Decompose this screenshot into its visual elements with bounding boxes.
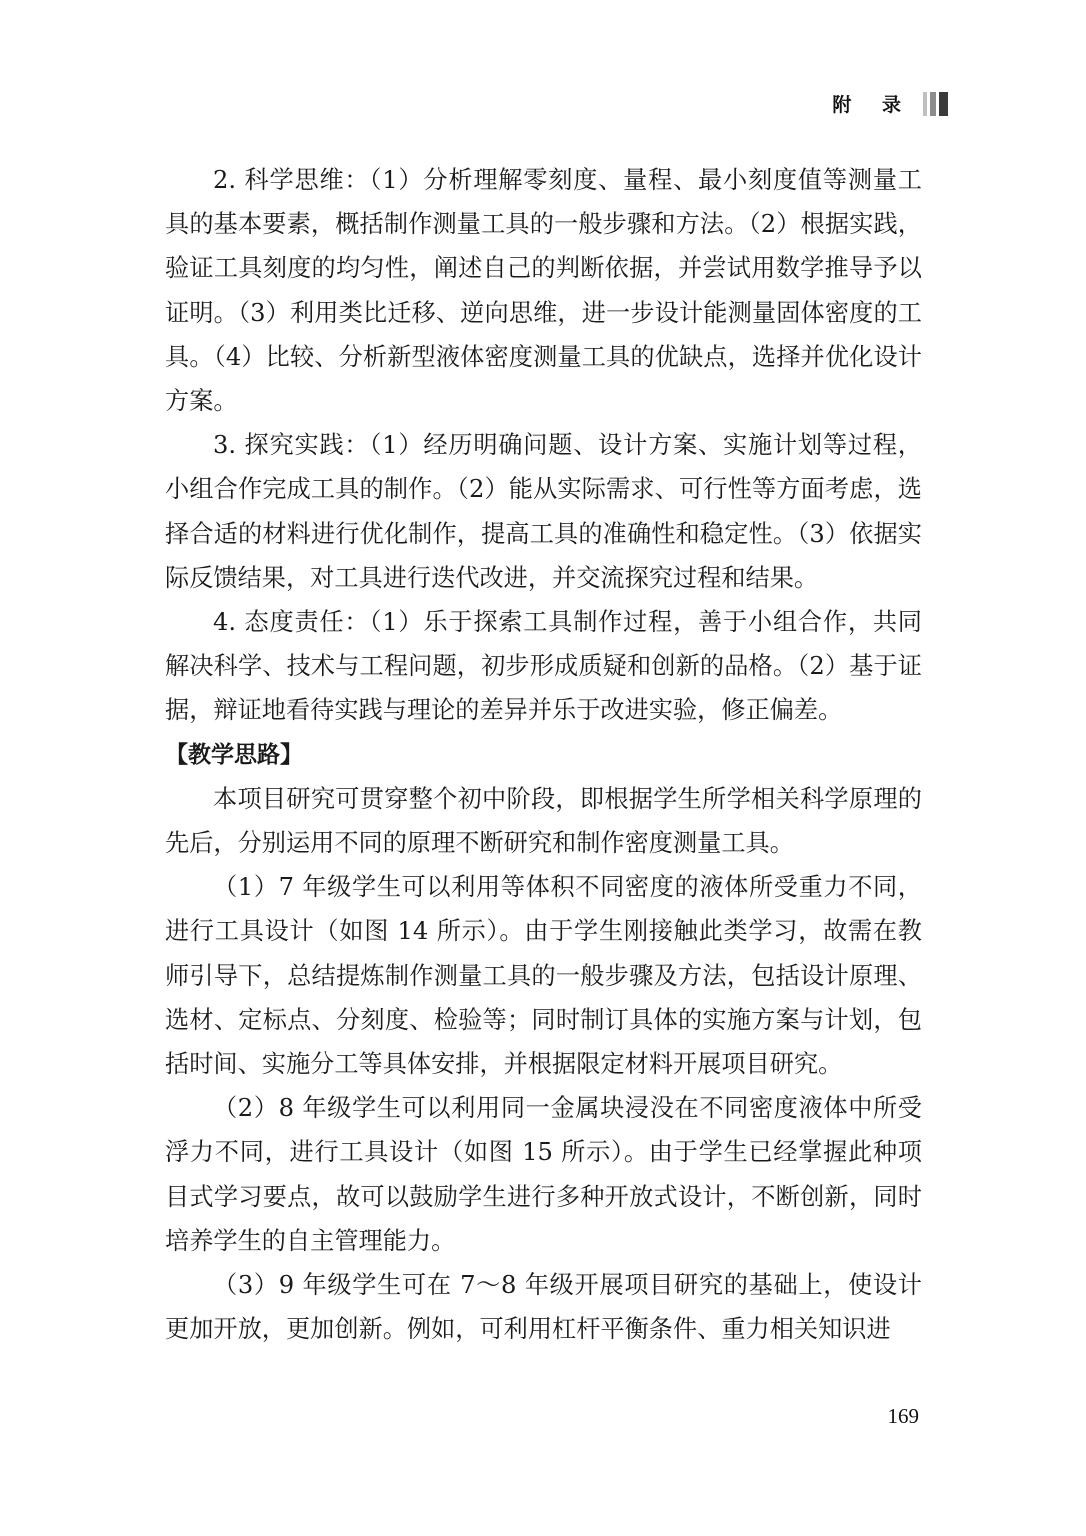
paragraph-attitude-responsibility: 4. 态度责任：（1）乐于探索工具制作过程，善于小组合作，共同解决科学、技术与工程问题，初步形成质疑和创新的品格。（2）基于证据，辩证地看待实践与理论的差异并乐于改进实验，修正偏差。	[165, 608, 922, 725]
header-bars-ornament	[923, 92, 948, 116]
header-bar-dark	[939, 92, 948, 116]
section-heading-teaching-approach: 【教学思路】	[165, 741, 303, 768]
paragraph-project-overview: 本项目研究可贯穿整个初中阶段，即根据学生所学相关科学原理的先后，分别运用不同的原理不断研究和制作密度测量工具。	[165, 784, 922, 858]
paragraph-grade-8: （2）8 年级学生可以利用同一金属块浸没在不同密度液体中所受浮力不同，进行工具设计（如图 15 所示）。由于学生已经掌握此种项目式学习要点，故可以鼓励学生进行多种开放式设计，不断创新，同时培养学生的自主管理能力。	[165, 1094, 922, 1255]
paragraph-grade-7: （1）7 年级学生可以利用等体积不同密度的液体所受重力不同，进行工具设计（如图 14 所示）。由于学生刚接触此类学习，故需在教师引导下，总结提炼制作测量工具的一般步骤及方法，包括设计原理、选材、定标点、分刻度、检验等；同时制订具体的实施方案与计划，包括时间、实施分工等具体安排，并根据限定材料开展项目研究。	[165, 873, 922, 1079]
paragraph-scientific-thinking: 2. 科学思维：（1）分析理解零刻度、量程、最小刻度值等测量工具的基本要素，概括制作测量工具的一般步骤和方法。（2）根据实践，验证工具刻度的均匀性，阐述自己的判断依据，并尝试用数学推导予以证明。（3）利用类比迁移、逆向思维，进一步设计能测量固体密度的工具。（4）比较、分析新型液体密度测量工具的优缺点，选择并优化设计方案。	[165, 166, 922, 416]
paragraph-grade-9: （3）9 年级学生可在 7～8 年级开展项目研究的基础上，使设计更加开放，更加创新。例如，可利用杠杆平衡条件、重力相关知识进	[165, 1271, 922, 1344]
page-number: 169	[887, 1404, 919, 1428]
section-title: 附 录	[832, 94, 913, 116]
paragraph-inquiry-practice: 3. 探究实践：（1）经历明确问题、设计方案、实施计划等过程，小组合作完成工具的制作。（2）能从实际需求、可行性等方面考虑，选择合适的材料进行优化制作，提高工具的准确性和稳定性。（3）依据实际反馈结果，对工具进行迭代改进，并交流探究过程和结果。	[165, 431, 922, 592]
header-bar-light	[923, 92, 927, 116]
header-bar-mid	[930, 92, 936, 116]
running-head	[832, 90, 948, 117]
body-text	[165, 158, 922, 1351]
